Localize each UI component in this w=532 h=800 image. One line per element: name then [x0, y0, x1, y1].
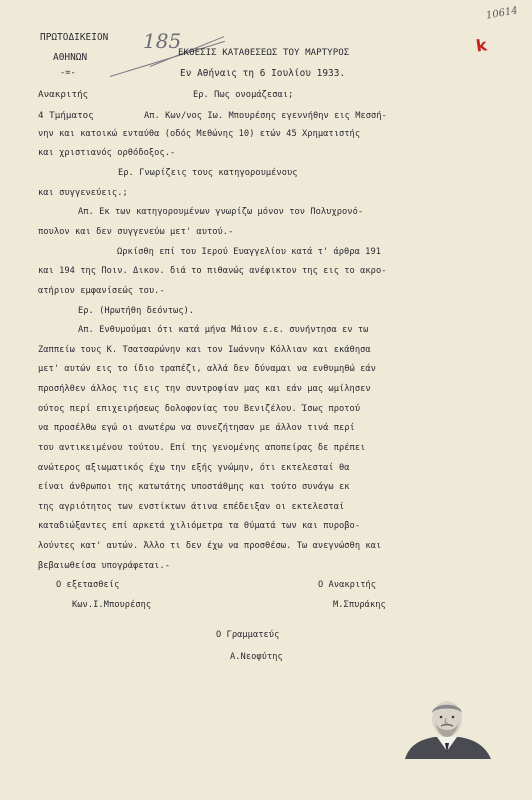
investigator-name: Μ.Σπυράκης [333, 600, 386, 610]
body-line: Ερ. (Ηρωτήθη δεόντως). [78, 306, 195, 316]
body-line: να προσέλθω εγώ οι ανωτέρω να συνεζήτησαν με άλλον τινά περί [38, 423, 355, 433]
examinee-name: Κων.Ι.Μπουρέσης [72, 600, 152, 610]
body-line: και 194 της Ποιν. Δικον. διά το πιθανώς ανέφικτον της εις το ακρο- [38, 266, 387, 276]
place-date: Εν Αθήναις τη 6 Ιουλίου 1933. [180, 68, 346, 79]
investigator-title: Ο Ανακριτής [318, 580, 377, 590]
body-line: Απ. Εκ των κατηγορουμένων γνωρίζω μόνον τον Πολυχρονό- [78, 207, 364, 217]
body-line: ανώτερος αξιωματικός έχω την εξής γνώμην, ότι εκτελεσταί θα [38, 463, 350, 473]
clerk-title: Ο Γραμματεύς [216, 630, 280, 640]
body-line: μετ' αυτών εις το ίδιο τραπέζι, αλλά δεν δύναμαι να ενθυμηθώ εάν [38, 364, 376, 374]
clerk-name: Α.Νεοφύτης [230, 652, 283, 662]
body-line: Ερ. Γνωρίζεις τους κατηγορουμένους [118, 168, 298, 178]
examinee-title: Ο εξετασθείς [56, 580, 120, 590]
body-line: ούτος περί επιχειρήσεως δολοφονίας του Βενιζέλου. Ίσως προτού [38, 404, 361, 414]
body-line: και χριστιανός ορθόδοξος.- [38, 148, 176, 158]
red-pencil-mark: k [474, 35, 488, 56]
body-line: του αντικειμένου τούτου. Επί της γενομένης αποπείρας δε πρέπει [38, 443, 366, 453]
section-label: 4 Τμήματος [38, 110, 94, 121]
header-dash: -=- [60, 68, 76, 78]
body-line: λούντες κατ' αυτών. Άλλο τι δεν έχω να προσθέσω. Τω ανεγνώσθη και [38, 541, 382, 551]
body-line: πουλον και δεν συγγενεύω μετ' αυτού.- [38, 227, 234, 237]
portrait-watermark [399, 699, 495, 759]
body-line: προσήλθεν άλλος τις εις την συντροφίαν μας και εάν μας ωμίλησεν [38, 384, 371, 394]
body-line: και συγγενεύεις.; [38, 188, 128, 198]
court-name-line1: ΠΡΩΤΟΔΙΚΕΙΟΝ [40, 32, 109, 43]
body-line: καταδιώξαντες επί αρκετά χιλιόμετρα τα θύματά των και πυροβο- [38, 521, 361, 531]
body-line: Ωρκίσθη επί του Ιερού Ευαγγελίου κατά τ' άρθρα 191 [117, 247, 382, 257]
body-line: ατήριον εμφανίσεώς του.- [38, 286, 165, 296]
body-line: βεβαιωθείσα υπογράφεται.- [38, 561, 171, 571]
handwritten-number: 185 [143, 29, 182, 53]
body-line: νην και κατοικώ ενταύθα (οδός Μεθώνης 10) ετών 45 Χρηματιστής [38, 129, 361, 139]
body-line: Ζαππείω τους Κ. Τσατσαρώνην και τον Ιωάννην Κόλλιαν και εκάθησα [38, 345, 371, 355]
body-line: Απ. Κων/νος Ιω. Μπουρέσης εγεννήθην εις Μεσσή- [144, 111, 387, 121]
body-line: Ερ. Πως ονομάζεσαι; [193, 90, 294, 100]
investigator-label: Ανακριτής [38, 89, 89, 100]
court-name-line2: ΑΘΗΝΩΝ [53, 52, 88, 63]
body-line: είναι άνθρωποι της κατωτάτης υποστάθμης και τούτο συνάγω εκ [38, 482, 350, 492]
archive-number: 10614 [485, 5, 519, 22]
body-line: Απ. Ενθυμούμαι ότι κατά μήνα Μάιον ε.ε. συνήντησα εν τω [78, 325, 369, 335]
body-line: της αγριότητος των ενστίκτων άτινα επέδειξαν οι εκτελεσταί [38, 502, 345, 512]
document-title: ΕΚΘΕΣΙΣ ΚΑΤΑΘΕΣΕΩΣ ΤΟΥ ΜΑΡΤΥΡΟΣ [178, 48, 350, 58]
